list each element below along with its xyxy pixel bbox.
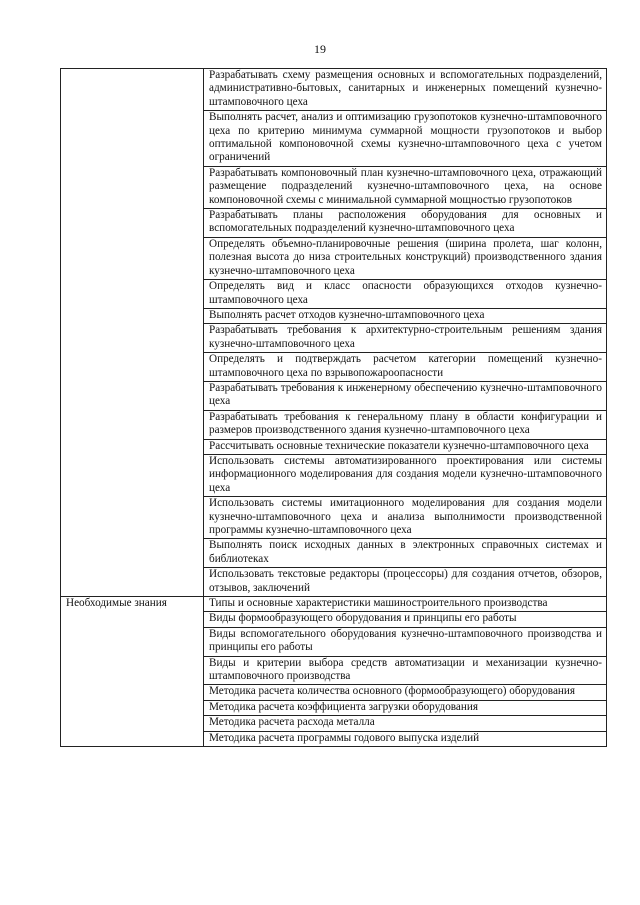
skills-item: Разрабатывать планы расположения оборудования для основных и вспомогательных подразделений кузнечно-штамповочного цеха	[204, 209, 607, 238]
skills-item: Выполнять расчет, анализ и оптимизацию грузопотоков кузнечно-штамповочного цеха по критерию минимума суммарной мощности грузопотоков и выбор оптимальной компоновочной схемы кузнечно-штамповочного цеха с учетом ограничений	[204, 111, 607, 167]
skills-item: Рассчитывать основные технические показатели кузнечно-штамповочного цеха	[204, 439, 607, 454]
skills-item: Разрабатывать требования к инженерному обеспечению кузнечно-штамповочного цеха	[204, 381, 607, 410]
knowledge-row	[61, 597, 607, 612]
skills-item: Разрабатывать компоновочный план кузнечно-штамповочного цеха, отражающий размещение подразделений кузнечно-штамповочного цеха, на основе компоновочной схемы с минимальной суммарной мощностью грузопотоков	[204, 166, 607, 208]
table-body	[61, 69, 607, 747]
knowledge-item: Виды формообразующего оборудования и принципы его работы	[204, 612, 607, 627]
skills-item: Разрабатывать требования к генеральному плану в области конфигурации и размеров производственного здания кузнечно-штамповочного цеха	[204, 410, 607, 439]
skills-item: Разрабатывать схему размещения основных и вспомогательных подразделений, административно-бытовых, санитарных и инженерных помещений кузнечно-штамповочного цеха	[204, 69, 607, 111]
knowledge-item: Виды вспомогательного оборудования кузнечно-штамповочного производства и принципы его работы	[204, 627, 607, 656]
knowledge-item: Виды и критерии выбора средств автоматизации и механизации кузнечно-штамповочного производства	[204, 656, 607, 685]
knowledge-item: Методика расчета количества основного (формообразующего) оборудования	[204, 685, 607, 700]
skills-item: Определять вид и класс опасности образующихся отходов кузнечно-штамповочного цеха	[204, 280, 607, 309]
competency-table	[60, 68, 607, 747]
skills-item: Выполнять поиск исходных данных в электронных справочных системах и библиотеках	[204, 539, 607, 568]
skills-label	[61, 69, 204, 597]
knowledge-item: Методика расчета программы годового выпуска изделий	[204, 731, 607, 746]
knowledge-item: Методика расчета расхода металла	[204, 716, 607, 731]
knowledge-item: Типы и основные характеристики машиностроительного производства	[204, 597, 607, 612]
knowledge-item: Методика расчета коэффициента загрузки оборудования	[204, 700, 607, 715]
knowledge-label: Необходимые знания	[61, 597, 204, 747]
skills-item: Использовать системы автоматизированного проектирования или системы информационного моделирования для создания модели кузнечно-штамповочного цеха	[204, 454, 607, 496]
skills-row	[61, 69, 607, 111]
skills-item: Выполнять расчет отходов кузнечно-штамповочного цеха	[204, 308, 607, 323]
page-number: 19	[314, 42, 326, 56]
skills-item: Использовать текстовые редакторы (процессоры) для создания отчетов, обзоров, отзывов, заключений	[204, 568, 607, 597]
skills-item: Определять объемно-планировочные решения (ширина пролета, шаг колонн, полезная высота до низа строительных конструкций) производственного здания кузнечно-штамповочного цеха	[204, 237, 607, 279]
skills-item: Разрабатывать требования к архитектурно-строительным решениям здания кузнечно-штамповочного цеха	[204, 324, 607, 353]
skills-item: Использовать системы имитационного моделирования для создания модели кузнечно-штамповочного цеха и анализа выполнимости производственной программы кузнечно-штамповочного цеха	[204, 497, 607, 539]
skills-item: Определять и подтверждать расчетом категории помещений кузнечно-штамповочного цеха по взрывопожароопасности	[204, 353, 607, 382]
